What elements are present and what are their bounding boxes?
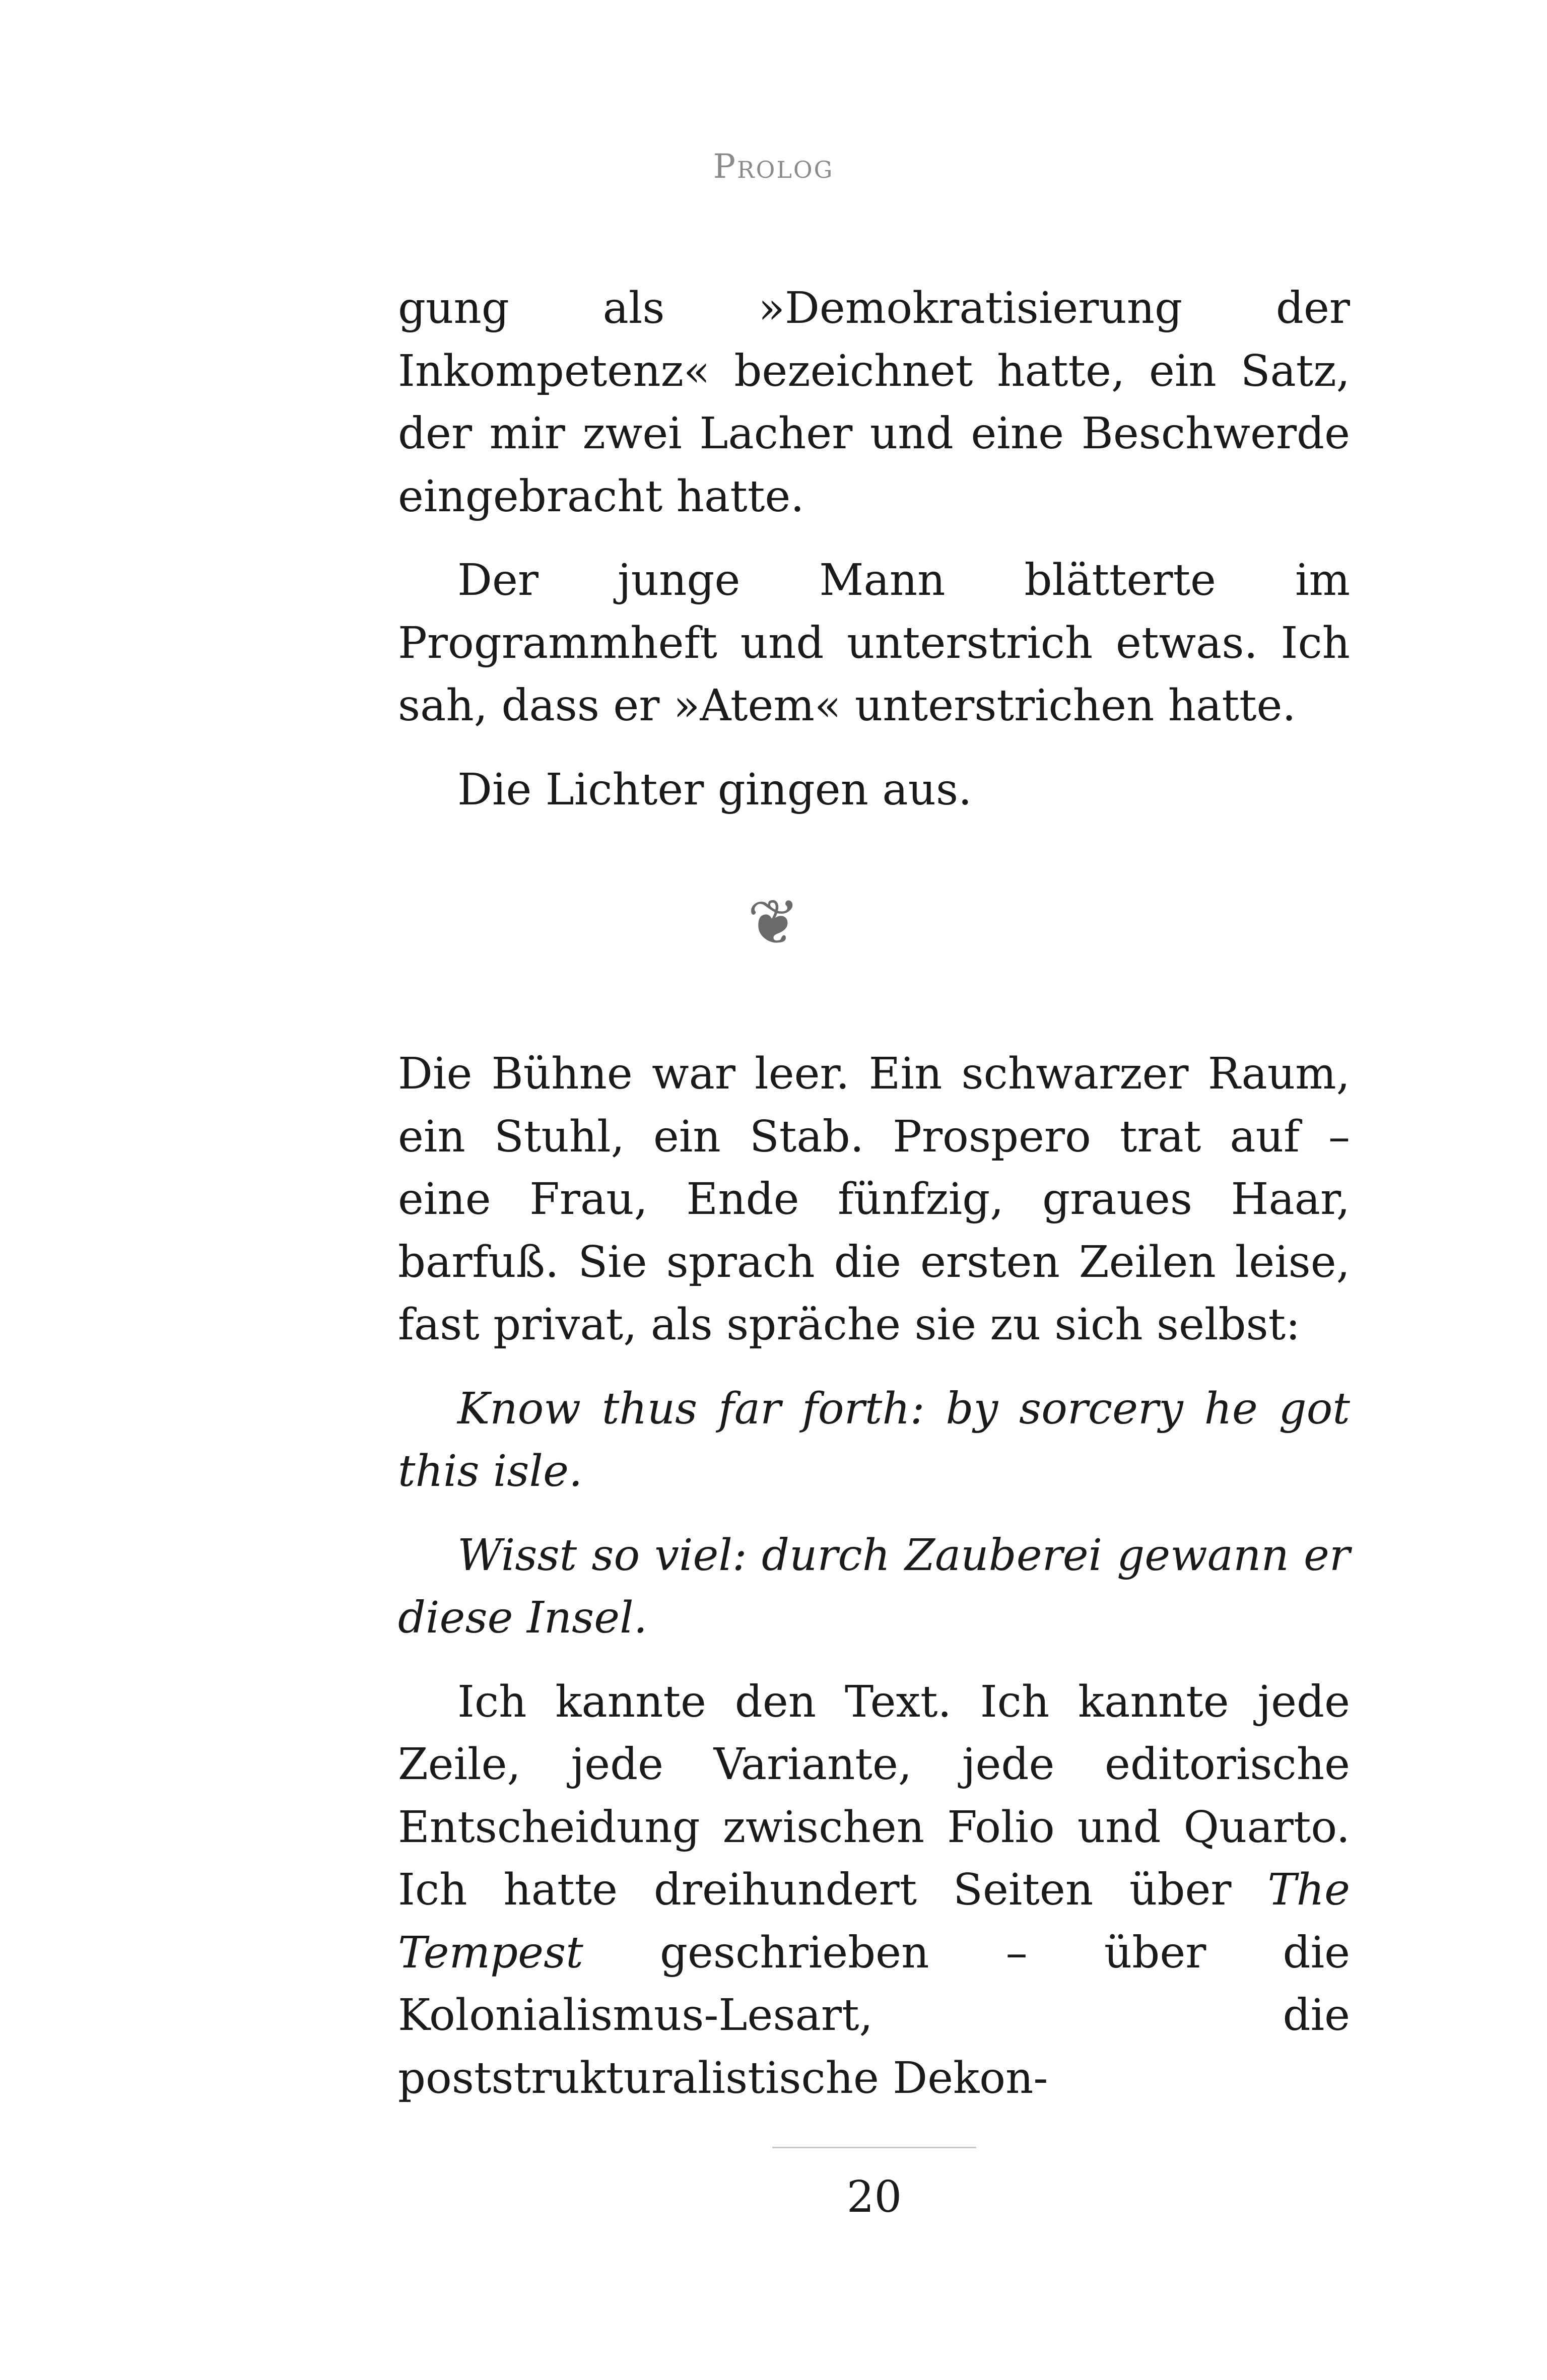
paragraph-text-part-2: geschrieben – über die Kolonialismus-Lesart, die poststrukturalistische Dekon-	[398, 1927, 1350, 2103]
paragraph-buehne: Die Bühne war leer. Ein schwarzer Raum, ein Stuhl, ein Stab. Prospero trat auf – eine Frau, Ende fünfzig, graues Haar, barfuß. Sie sprach die ersten Zeilen leise, fast privat, als spräche sie zu sich selbst:	[398, 1049, 1350, 1350]
paragraph-continuation: gung als »Demokratisierung der Inkompetenz« bezeichnet hatte, ein Satz, der mir zwei Lacher und eine Beschwerde eingebracht hatte.	[398, 283, 1350, 522]
section-break-fleuron-icon: ❦	[747, 887, 800, 959]
text-block-top	[398, 277, 1350, 821]
running-head: Prolog	[713, 147, 834, 186]
work-title: The Tempest	[398, 1865, 1350, 1978]
paragraph-text-kannte	[398, 1671, 1350, 2110]
paragraph-lichter: Die Lichter gingen aus.	[457, 764, 972, 815]
quote-german: Wisst so viel: durch Zauberei gewann er diese Insel.	[398, 1530, 1350, 1643]
quote-english: Know thus far forth: by sorcery he got this isle.	[398, 1383, 1350, 1497]
paragraph-programmheft: Der junge Mann blätterte im Programmheft und unterstrich etwas. Ich sah, dass er »Atem« unterstrichen hatte.	[398, 555, 1350, 731]
text-block-bottom	[398, 1043, 1350, 2110]
page-number: 20	[846, 2172, 902, 2222]
footer-rule	[772, 2147, 976, 2148]
paragraph-text-part-1: Ich kannte den Text. Ich kannte jede Zeile, jede Variante, jede editorische Entscheidung zwischen Folio und Quarto. Ich hatte dreihundert Seiten über	[398, 1676, 1350, 1915]
